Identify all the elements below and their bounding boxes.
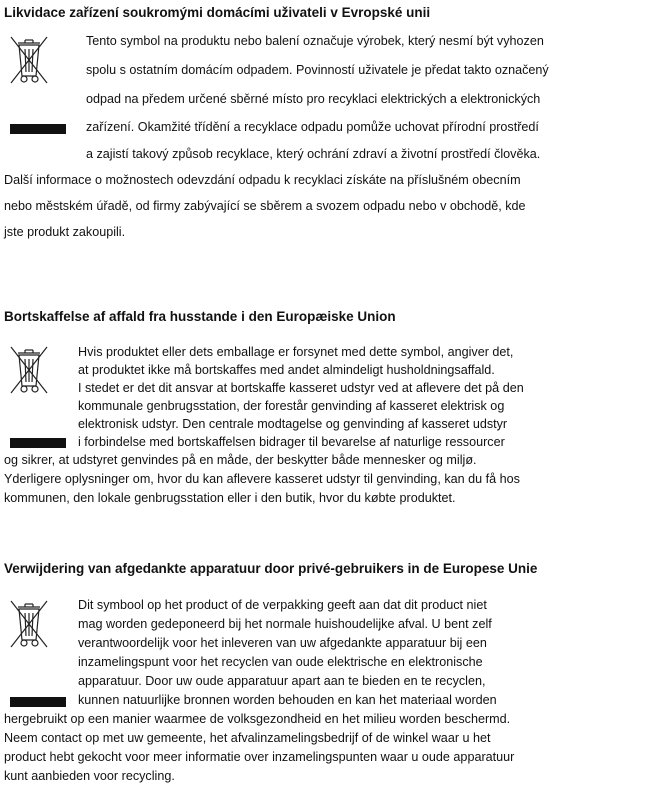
text-line: mag worden gedeponeerd bij het normale huishoudelijke afval. U bent zelf — [78, 617, 492, 631]
text-line: kunnen natuurlijke bronnen worden behouden en kan het materiaal worden — [78, 693, 497, 707]
text-line: nebo městském úřadě, od firmy zabývající se sběrem a svozem odpadu nebo v obchodě, kde — [4, 199, 526, 213]
crossed-out-bin-icon — [8, 34, 50, 86]
text-line: product hebt gekocht voor meer informatie over inzamelingspunten waar u oude apparatuur — [4, 750, 515, 764]
text-line: hergebruikt op een manier waarmee de volksgezondheid en het milieu worden beschermd. — [4, 712, 511, 726]
text-line: inzamelingspunt voor het recyclen van oude elektrische en elektronische — [78, 655, 483, 669]
text-line: odpad na předem určené sběrné místo pro recyklaci elektrických a elektronických — [86, 92, 541, 106]
text-line: apparatuur. Door uw oude apparatuur apart aan te bieden en te recyclen, — [78, 674, 486, 688]
text-line: Tento symbol na produktu nebo balení označuje výrobek, který nesmí být vyhozen — [86, 34, 544, 48]
crossed-out-bin-icon — [8, 344, 50, 396]
text-line: Hvis produktet eller dets emballage er forsynet med dette symbol, angiver det, — [78, 345, 514, 359]
text-line: Dit symbool op het product of de verpakking geeft aan dat dit product niet — [78, 598, 487, 612]
section-title: Bortskaffelse af affald fra husstande i den Europæiske Union — [4, 309, 396, 324]
text-line: spolu s ostatním domácím odpadem. Povinností uživatele je předat takto označený — [86, 63, 549, 77]
text-line: i forbindelse med bortskaffelsen bidrager til bevarelse af naturlige ressourcer — [78, 435, 505, 449]
text-line: I stedet er det dit ansvar at bortskaffe kasseret udstyr ved at aflevere det på den — [78, 381, 524, 395]
text-line: Neem contact op met uw gemeente, het afvalinzamelingsbedrijf of de winkel waar u het — [4, 731, 491, 745]
section-title: Verwijdering van afgedankte apparatuur door privé-gebruikers in de Europese Unie — [4, 561, 538, 576]
text-line: Další informace o možnostech odevzdání odpadu k recyklaci získáte na příslušném obecním — [4, 173, 521, 187]
crossed-out-bin-icon — [8, 598, 50, 650]
text-line: a zajistí takový způsob recyklace, který ochrání zdraví a životní prostředí člověka. — [86, 147, 541, 161]
text-line: at produktet ikke må bortskaffes med andet almindeligt husholdningsaffald. — [78, 363, 495, 377]
text-line: verantwoordelijk voor het inleveren van uw afgedankte apparatuur bij een — [78, 636, 487, 650]
section-title: Likvidace zařízení soukromými domácími uživateli v Evropské unii — [4, 5, 431, 20]
text-line: kunt aanbieden voor recycling. — [4, 769, 175, 783]
solid-bar — [10, 124, 66, 134]
text-line: og sikrer, at udstyret genvindes på en måde, der beskytter både mennesker og miljø. — [4, 453, 477, 467]
text-line: zařízení. Okamžité třídění a recyklace odpadu pomůže uchovat přírodní prostředí — [86, 120, 539, 134]
solid-bar — [10, 438, 66, 448]
text-line: jste produkt zakoupili. — [4, 225, 126, 239]
text-line: kommunale genbrugsstation, der forestår genvinding af kasseret elektrisk og — [78, 399, 505, 413]
text-line: Yderligere oplysninger om, hvor du kan aflevere kasseret udstyr til genvinding, kan du få hos — [4, 472, 520, 486]
text-line: kommunen, den lokale genbrugsstation eller i den butik, hvor du købte produktet. — [4, 491, 456, 505]
solid-bar — [10, 697, 66, 707]
text-line: elektronisk udstyr. Den centrale modtagelse og genvinding af kasseret udstyr — [78, 417, 508, 431]
